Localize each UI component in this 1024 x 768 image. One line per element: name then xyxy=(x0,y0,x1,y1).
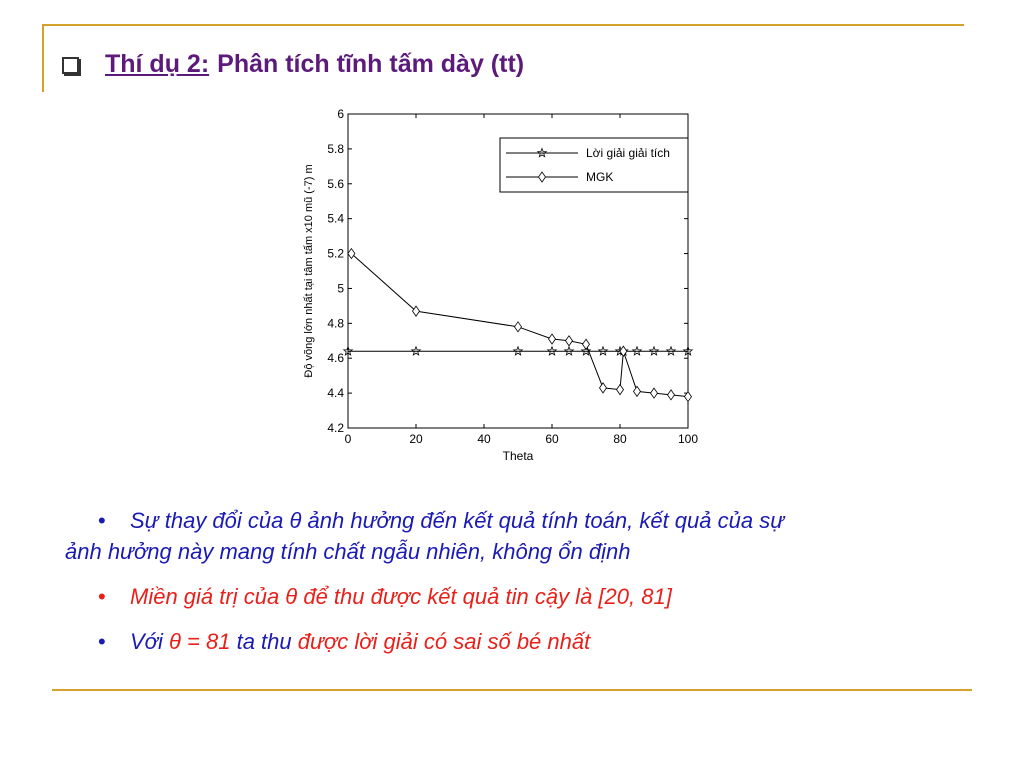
y-tick-label: 5.6 xyxy=(327,176,344,191)
x-tick-label: 100 xyxy=(677,432,699,446)
left-border-line xyxy=(42,24,44,92)
bullet-item-3 xyxy=(98,626,998,657)
bullet-1-line-2: ảnh hưởng này mang tính chất ngẫu nhiên, không ổn định xyxy=(65,539,631,564)
data-point-diamond xyxy=(583,339,590,349)
title-label: Thí dụ 2: xyxy=(105,50,210,78)
bullet-list xyxy=(65,505,998,671)
top-border-line xyxy=(42,24,964,26)
slide-title xyxy=(62,50,524,79)
y-axis-label: Độ võng lớn nhất tại tâm tấm x10 mũ (-7) m xyxy=(303,164,315,378)
y-tick-label: 5 xyxy=(337,281,344,296)
y-tick-label: 4.2 xyxy=(327,421,344,435)
y-tick-label: 6 xyxy=(337,107,344,121)
x-axis-label: Theta xyxy=(502,449,534,463)
data-point-diamond xyxy=(549,334,556,344)
bullet-item-1 xyxy=(65,505,998,567)
data-point-diamond xyxy=(617,385,624,395)
y-tick-label: 4.8 xyxy=(327,316,344,331)
checkbox-bullet-icon xyxy=(62,57,79,74)
x-tick-label: 60 xyxy=(545,432,559,446)
x-tick-label: 40 xyxy=(477,432,491,446)
bullet-item-2 xyxy=(98,581,998,612)
y-tick-label: 4.4 xyxy=(327,386,344,401)
data-point-diamond xyxy=(515,322,522,332)
data-point-diamond xyxy=(634,386,641,396)
bullet-dot-icon: • xyxy=(98,629,106,654)
bullet-3-part-3: ta thu xyxy=(230,629,298,654)
y-tick-label: 4.6 xyxy=(327,351,344,366)
bullet-1-line-1: Sự thay đổi của θ ảnh hưởng đến kết quả tính toán, kết quả của sự xyxy=(130,508,785,533)
bullet-3-theta: θ = 81 xyxy=(168,629,231,654)
data-point-diamond xyxy=(651,388,658,398)
data-point-diamond xyxy=(566,336,573,346)
x-tick-label: 20 xyxy=(409,432,423,446)
y-tick-label: 5.8 xyxy=(327,141,344,156)
data-point-diamond xyxy=(348,249,355,259)
y-tick-label: 5.4 xyxy=(327,211,344,226)
chart xyxy=(290,100,720,480)
legend-label: Lời giải giải tích xyxy=(586,146,670,160)
legend-label: MGK xyxy=(586,170,614,184)
title-text: Phân tích tĩnh tấm dày (tt) xyxy=(217,50,525,78)
bullet-3-part-4: được lời giải có sai số bé nhất xyxy=(297,629,591,654)
bullet-dot-icon: • xyxy=(98,584,106,609)
data-point-diamond xyxy=(600,383,607,393)
bottom-border-line xyxy=(52,689,972,691)
bullet-3-part-1: Với xyxy=(130,629,169,654)
x-tick-label: 80 xyxy=(613,432,627,446)
data-point-diamond xyxy=(668,390,675,400)
bullet-2-text: Miền giá trị của θ để thu được kết quả tin cậy là [20, 81] xyxy=(130,584,672,609)
y-tick-label: 5.2 xyxy=(327,246,344,261)
data-point-diamond xyxy=(413,306,420,316)
x-tick-label: 0 xyxy=(344,432,352,446)
bullet-dot-icon: • xyxy=(98,508,106,533)
